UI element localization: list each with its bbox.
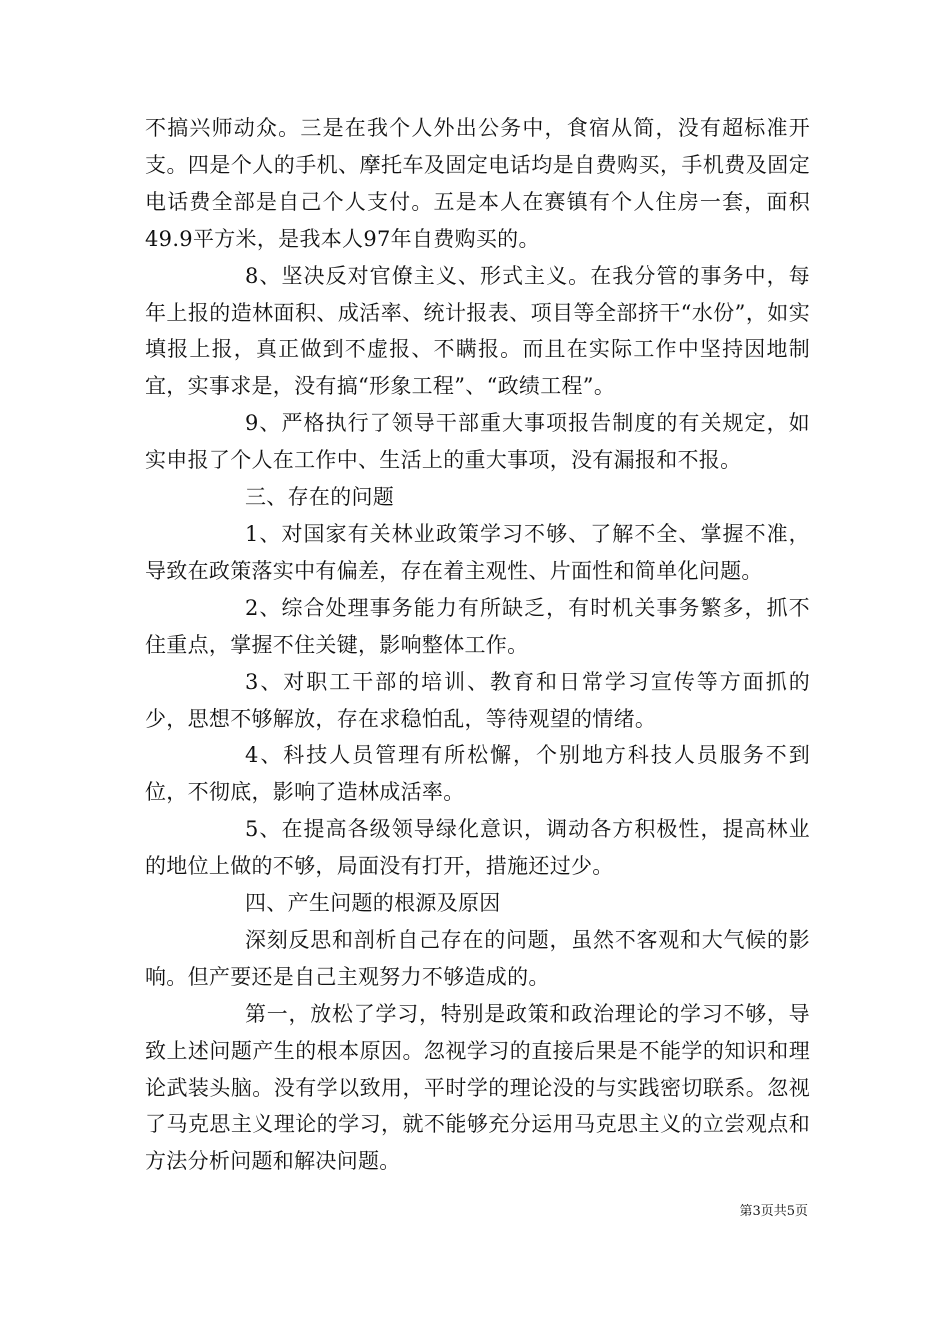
paragraph-1: 不搞兴师动众。三是在我个人外出公务中，食宿从简，没有超标准开支。四是个人的手机、摩托车及固定电话均是自费购买，手机费及固定电话费全部是自己个人支付。五是本人在赛镇有个人住房一套，面积49.9平方米，是我本人97年自费购买的。 [145,116,810,251]
paragraph-11: 深刻反思和剖析自己存在的问题，虽然不客观和大气候的影响。但产要还是自己主观努力不够造成的。 [145,927,810,989]
paragraph-12: 第一，放松了学习，特别是政策和政治理论的学习不够，导致上述问题产生的根本原因。忽视学习的直接后果是不能学的知识和理论武装头脑。没有学以致用，平时学的理论没的与实践密切联系。忽视了马克思主义理论的学习，就不能够充分运用马克思主义的立尝观点和方法分析问题和解决问题。 [145,1001,810,1174]
paragraph-9: 5、在提高各级领导绿化意识，调动各方积极性，提高林业的地位上做的不够，局面没有打开，措施还过少。 [145,817,810,879]
page-number: 第3页共5页 [739,1204,808,1219]
section-heading-4: 四、产生问题的根源及原因 [245,891,501,916]
paragraph-2: 8、坚决反对官僚主义、形式主义。在我分管的事务中，每年上报的造林面积、成活率、统计报表、项目等全部挤干“水份”，如实填报上报，真正做到不虚报、不瞒报。而且在实际工作中坚持因地制宜，实事求是，没有搞“形象工程”、“政绩工程”。 [145,263,810,399]
paragraph-3: 9、严格执行了领导干部重大事项报告制度的有关规定，如实申报了个人在工作中、生活上的重大事项，没有漏报和不报。 [145,411,810,473]
document-body [145,110,810,1180]
paragraph-5: 1、对国家有关林业政策学习不够、了解不全、掌握不准，导致在政策落实中有偏差，存在着主观性、片面性和简单化问题。 [145,521,810,583]
paragraph-8: 4、科技人员管理有所松懈，个别地方科技人员服务不到位，不彻底，影响了造林成活率。 [145,743,810,805]
paragraph-6: 2、综合处理事务能力有所缺乏，有时机关事务繁多，抓不住重点，掌握不住关键，影响整体工作。 [145,595,810,657]
paragraph-7: 3、对职工干部的培训、教育和日常学习宣传等方面抓的少，思想不够解放，存在求稳怕乱，等待观望的情绪。 [145,669,810,731]
section-heading-3: 三、存在的问题 [245,485,395,510]
